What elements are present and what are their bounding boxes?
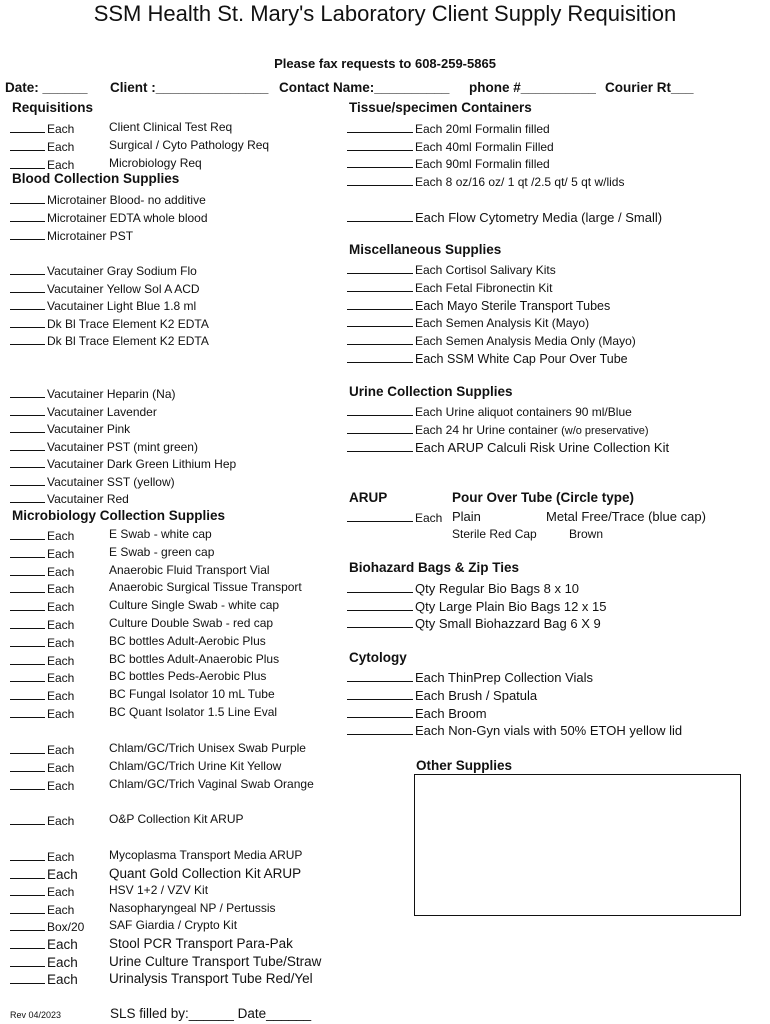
quantity-blank[interactable] [347,172,413,186]
item-label: Anaerobic Fluid Transport Vial [109,562,270,577]
quantity-blank[interactable] [10,226,45,240]
blood-supply-row[interactable] [10,419,130,436]
quantity-blank[interactable] [347,597,413,611]
micro-supply-row[interactable] [10,758,282,775]
quantity-blank[interactable] [10,668,45,682]
unit-label: Vacutainer Lavender [47,404,157,419]
unit-label: Vacutainer Light Blue 1.8 ml [47,299,197,313]
blood-supply-row[interactable] [10,402,157,419]
quantity-blank[interactable] [10,704,45,718]
other-supplies-heading: Other Supplies [416,758,513,773]
unit-label: Vacutainer Pink [47,422,131,436]
quantity-blank[interactable] [347,260,413,274]
pour-option-brown[interactable]: Brown [569,527,604,541]
quantity-blank[interactable] [10,119,45,133]
requisitions-heading: Requisitions [12,100,94,115]
quantity-blank[interactable] [10,882,45,896]
blood-supply-row[interactable] [10,472,175,489]
quantity-blank[interactable] [10,562,45,576]
blood-supply-row[interactable] [10,279,200,296]
micro-supply-row[interactable] [10,633,266,650]
unit-label: Each [47,866,78,882]
unit-label: Each SSM White Cap Pour Over Tube [415,352,628,366]
unit-label: Each [47,743,75,757]
unit-label: Each [47,761,75,775]
micro-supply-row[interactable] [10,562,270,579]
biohazard-row[interactable] [347,579,579,596]
quantity-blank[interactable] [10,579,45,593]
quantity-blank[interactable] [10,261,45,275]
quantity-blank[interactable] [10,544,45,558]
quantity-blank[interactable] [10,137,45,151]
unit-label: Each [47,885,75,900]
micro-supply-row[interactable] [10,917,238,935]
micro-supply-row[interactable] [10,900,276,917]
cytology-heading: Cytology [349,650,407,665]
unit-label: Each [47,850,75,864]
unit-label: Each [47,529,75,543]
quantity-blank[interactable] [347,704,413,718]
micro-supply-row[interactable] [10,847,303,864]
unit-label: Each [47,779,75,793]
unit-label: Microtainer Blood- no additive [47,193,206,207]
quantity-blank[interactable] [10,597,45,611]
date-field[interactable]: Date: ______ [5,80,88,95]
unit-label: Each 40ml Formalin Filled [415,139,554,154]
micro-supply-row[interactable] [10,970,313,988]
misc-supply-row[interactable] [347,331,636,348]
unit-label: Vacutainer Red [47,492,129,506]
unit-label: Qty Regular Bio Bags 8 x 10 [415,581,580,596]
quantity-blank[interactable] [347,313,413,327]
item-label: BC bottles Adult-Aerobic Plus [109,633,266,648]
microbiology-heading: Microbiology Collection Supplies [12,508,226,523]
quantity-blank[interactable] [10,419,45,433]
quantity-blank[interactable] [10,811,45,825]
client-field[interactable]: Client :_______________ [110,80,269,95]
tissue-container-row[interactable] [347,154,550,171]
unit-label: Dk Bl Trace Element K2 EDTA [47,316,209,331]
item-label: Nasopharyngeal NP / Pertussis [109,900,276,915]
tissue-container-row[interactable] [347,137,554,154]
tissue-containers-heading: Tissue/specimen Containers [349,100,532,115]
quantity-blank[interactable] [10,651,45,665]
unit-label: Microtainer EDTA whole blood [47,211,208,225]
item-label: Urinalysis Transport Tube Red/Yel [109,971,313,987]
item-label: Chlam/GC/Trich Urine Kit Yellow [109,759,282,773]
pour-option-sterile-red[interactable]: Sterile Red Cap [452,527,537,541]
tissue-container-row[interactable] [347,119,550,136]
unit-label: Each [47,954,78,970]
item-label: SAF Giardia / Crypto Kit [109,918,238,933]
item-label: Anaerobic Surgical Tissue Transport [109,580,302,595]
quantity-blank[interactable] [10,437,45,451]
pour-over-heading: Pour Over Tube (Circle type) [452,490,635,505]
blood-supply-row[interactable] [10,190,206,207]
unit-label: Each 90ml Formalin filled [415,157,550,171]
cytology-row[interactable] [347,686,537,703]
fax-instructions: Please fax requests to 608-259-5865 [274,56,496,71]
urine-supplies-heading: Urine Collection Supplies [349,384,513,399]
arup-heading: ARUP [349,490,388,505]
quantity-blank[interactable] [10,402,45,416]
unit-label: Each [47,689,75,704]
unit-label: Each Brush / Spatula [415,687,538,703]
page-title: SSM Health St. Mary's Laboratory Client Supply Requisition [93,1,677,26]
misc-supply-row[interactable] [347,278,552,295]
micro-supply-row[interactable] [10,953,322,970]
unit-label: Vacutainer Yellow Sol A ACD [47,281,200,296]
contact-name-field[interactable]: Contact Name:__________ [279,80,450,95]
unit-label: Each Semen Analysis Kit (Mayo) [415,316,590,331]
quantity-blank[interactable] [10,208,45,222]
unit-label: Vacutainer Heparin (Na) [47,387,176,401]
quantity-blank[interactable] [10,472,45,486]
micro-supply-row[interactable] [10,597,280,615]
unit-label: Vacutainer Gray Sodium Flo [47,264,197,278]
quantity-blank[interactable] [10,970,45,984]
requisition-row[interactable] [10,119,233,136]
unit-label: Each [47,600,75,615]
item-label: BC Quant Isolator 1.5 Line Eval [109,705,278,719]
item-label: Urine Culture Transport Tube/Straw [109,953,322,969]
micro-supply-row[interactable] [10,935,293,952]
quantity-blank[interactable] [10,740,45,754]
micro-supply-row[interactable] [10,740,306,757]
cytology-row[interactable] [347,668,593,685]
unit-label: Each [47,564,75,579]
blood-supply-row[interactable] [10,384,176,401]
unit-label: Each Semen Analysis Media Only (Mayo) [415,334,636,349]
unit-label: Each [47,814,75,828]
misc-supply-row[interactable] [347,260,556,277]
item-label: Microbiology Req [109,156,202,170]
unit-label: Vacutainer PST (mint green) [47,439,198,454]
quantity-blank[interactable] [10,454,45,468]
quantity-blank[interactable] [10,935,45,949]
unit-label: Each [47,653,75,668]
unit-label: Each [47,937,78,952]
quantity-blank[interactable] [10,865,45,879]
unit-label: Each [47,902,75,917]
unit-label: Qty Large Plain Bio Bags 12 x 15 [415,598,607,614]
quantity-blank[interactable] [10,190,45,204]
micro-supply-row[interactable] [10,615,274,632]
unit-label: Each [47,140,75,154]
unit-label: Each 8 oz/16 oz/ 1 qt /2.5 qt/ 5 qt w/lids [415,174,625,189]
quantity-blank[interactable] [10,776,45,790]
quantity-blank[interactable] [347,137,413,151]
cytology-row[interactable] [347,721,682,738]
item-label: Mycoplasma Transport Media ARUP [109,848,303,862]
unit-label: Box/20 [47,920,85,935]
tissue-container-row[interactable] [347,172,624,189]
blood-supply-row[interactable] [10,226,133,243]
requisition-row[interactable] [10,155,202,172]
blood-collection-heading: Blood Collection Supplies [12,171,180,186]
quantity-blank[interactable] [10,900,45,914]
quantity-blank[interactable] [10,314,45,328]
item-label: Client Clinical Test Req [109,120,233,134]
item-label: Chlam/GC/Trich Unisex Swab Purple [109,741,306,755]
item-label: E Swab - white cap [109,527,212,541]
unit-label: Dk Bl Trace Element K2 EDTA [47,334,209,348]
misc-supply-row[interactable] [347,313,589,330]
micro-supply-row[interactable] [10,704,278,721]
quantity-blank[interactable] [10,279,45,293]
blood-supply-row[interactable] [10,314,209,331]
unit-label: Each Cortisol Salivary Kits [415,263,556,277]
micro-supply-row[interactable] [10,668,267,686]
misc-supply-row[interactable] [347,349,628,366]
quantity-blank[interactable] [10,847,45,861]
biohazard-row[interactable] [347,614,601,631]
unit-label: Each [47,582,75,597]
micro-supply-row[interactable] [10,579,302,597]
micro-supply-row[interactable] [10,526,212,543]
quantity-blank[interactable] [347,331,413,345]
item-label: BC Fungal Isolator 10 mL Tube [109,687,275,702]
micro-supply-row[interactable] [10,865,302,882]
urine-24hr-row[interactable]: Each 24 hr Urine container (w/o preservative) [347,420,649,437]
micro-supply-row[interactable] [10,651,280,668]
item-label: E Swab - green cap [109,544,215,559]
unit-label: Each [47,158,75,172]
unit-label: Each [47,707,75,721]
quantity-blank[interactable] [347,686,413,700]
item-label: Quant Gold Collection Kit ARUP [109,865,302,881]
quantity-blank[interactable] [10,489,45,503]
micro-supply-row[interactable] [10,882,209,900]
unit-label: Each [47,546,75,561]
blood-supply-row[interactable] [10,454,236,471]
quantity-blank[interactable] [347,420,413,434]
quantity-blank[interactable] [10,615,45,629]
misc-supplies-heading: Miscellaneous Supplies [349,242,502,257]
unit-label: Each ThinPrep Collection Vials [415,670,594,685]
pour-option-plain[interactable]: Plain [452,509,481,524]
urine-aliquot-row[interactable]: Each Urine aliquot containers 90 ml/Blue [347,402,632,419]
item-label: Chlam/GC/Trich Vaginal Swab Orange [109,777,314,791]
quantity-blank[interactable] [347,278,413,292]
pour-option-metal-free[interactable]: Metal Free/Trace (blue cap) [546,509,706,524]
unit-label: Vacutainer SST (yellow) [47,474,175,489]
unit-label: Each [47,671,75,686]
quantity-blank[interactable] [347,614,413,628]
unit-label: Each Broom [415,705,487,721]
quantity-blank[interactable] [10,917,45,931]
unit-label: Qty Small Biohazzard Bag 6 X 9 [415,616,601,631]
biohazard-heading: Biohazard Bags & Zip Ties [349,560,520,575]
biohazard-row[interactable] [347,597,607,614]
unit-label: Each Mayo Sterile Transport Tubes [415,298,611,313]
unit-label: Each [47,635,75,650]
micro-supply-row[interactable] [10,686,275,704]
blood-supply-row[interactable] [10,489,129,506]
arup-calculi-row[interactable]: Each ARUP Calculi Risk Urine Collection Kit [347,438,669,455]
other-supplies-box[interactable] [414,774,741,916]
unit-label: Each Non-Gyn vials with 50% ETOH yellow lid [415,723,683,739]
quantity-blank[interactable] [10,331,45,345]
quantity-blank[interactable] [10,526,45,540]
quantity-blank[interactable] [347,296,413,310]
blood-supply-row[interactable] [10,296,196,313]
unit-label: Microtainer PST [47,229,134,243]
unit-label: Each Fetal Fibronectin Kit [415,280,553,295]
item-label: Culture Single Swab - white cap [109,598,280,613]
micro-supply-row[interactable] [10,776,314,793]
quantity-blank[interactable] [10,686,45,700]
cytology-row[interactable] [347,704,487,721]
unit-label: Each 20ml Formalin filled [415,122,550,136]
flow-cytometry-row[interactable]: Each Flow Cytometry Media (large / Small) [347,208,662,225]
item-label: O&P Collection Kit ARUP [109,812,244,826]
blood-supply-row[interactable] [10,331,209,348]
misc-supply-row[interactable] [347,296,610,313]
item-label: Surgical / Cyto Pathology Req [109,138,270,152]
quantity-blank[interactable] [10,296,45,310]
quantity-blank[interactable] [10,155,45,169]
unit-label: Each [47,618,75,632]
sls-filled-by[interactable]: SLS filled by:______ Date______ [110,1006,312,1021]
item-label: Stool PCR Transport Para-Pak [109,936,293,951]
micro-supply-row[interactable] [10,811,244,828]
quantity-blank[interactable] [347,154,413,168]
quantity-blank[interactable] [347,721,413,735]
quantity-blank[interactable] [10,633,45,647]
item-label: Culture Double Swab - red cap [109,616,274,630]
quantity-blank[interactable] [347,208,413,222]
unit-label: Each [47,972,78,988]
quantity-blank[interactable] [347,579,413,593]
quantity-blank[interactable] [10,384,45,398]
requisition-row[interactable] [10,137,270,154]
item-label: HSV 1+2 / VZV Kit [109,883,209,898]
quantity-blank[interactable] [347,668,413,682]
blood-supply-row[interactable] [10,261,197,278]
unit-label: Vacutainer Dark Green Lithium Hep [47,457,237,471]
quantity-blank[interactable] [347,508,413,522]
pour-over-row[interactable]: Each [347,508,442,525]
quantity-blank[interactable] [347,438,413,452]
phone-field[interactable]: phone #__________ [469,80,596,95]
revision-date: Rev 04/2023 [10,1010,62,1020]
quantity-blank[interactable] [347,402,413,416]
blood-supply-row[interactable] [10,208,208,225]
item-label: BC bottles Adult-Anaerobic Plus [109,651,280,666]
quantity-blank[interactable] [10,953,45,967]
unit-label: Each [47,122,75,136]
item-label: BC bottles Peds-Aerobic Plus [109,669,267,684]
quantity-blank[interactable] [10,758,45,772]
quantity-blank[interactable] [347,119,413,133]
quantity-blank[interactable] [347,349,413,363]
blood-supply-row[interactable] [10,437,198,454]
micro-supply-row[interactable] [10,544,215,561]
courier-route-field[interactable]: Courier Rt___ [605,80,694,95]
